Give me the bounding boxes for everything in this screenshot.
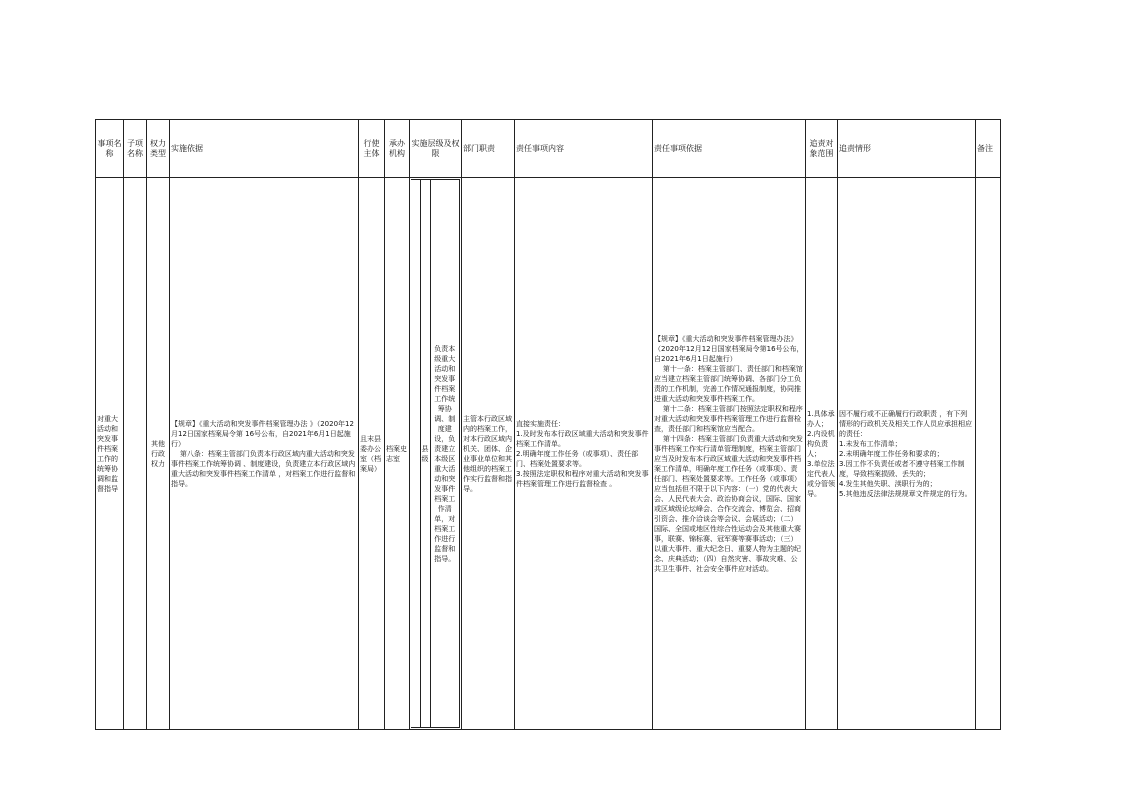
cell-remark — [976, 178, 1001, 730]
header-item-name: 事项名称 — [96, 120, 124, 178]
header-organ: 承办机构 — [385, 120, 410, 178]
level-blank — [411, 180, 420, 728]
cell-level — [410, 178, 462, 730]
header-sub-item-name: 子项名称 — [124, 120, 147, 178]
cell-scope: 1.具体承办人； 2.内设机构负责人； 3.单位法定代表人或分管领导。 — [806, 178, 838, 730]
responsibility-table — [95, 119, 1001, 730]
level-subtable — [411, 179, 460, 728]
cell-resp-content: 直接实施责任： 1.及时发布本行政区域重大活动和突发事件档案工作清单。 2.明确年度工作任务（或事项）、责任部门、档案处置要求等。 3.按照法定职权和程序对重大活动和突发事件档案管理工作进行监督检查 。 — [515, 178, 653, 730]
header-resp-basis: 责任事项依据 — [653, 120, 806, 178]
cell-dept-duty: 主管本行政区域内的档案工作，对本行政区域内机关、团体、企业事业单位和其他组织的档案工作实行监督和指导。 — [462, 178, 515, 730]
header-remark: 备注 — [976, 120, 1001, 178]
cell-subject: 且末县委办公室（档案局） — [359, 178, 385, 730]
table-row — [96, 178, 1001, 730]
header-row — [96, 120, 1001, 178]
header-power-type: 权力类型 — [147, 120, 170, 178]
cell-resp-basis: 【规章】《重大活动和突发事件档案管理办法》（2020年12月12日国家档案局令第16号公布，自2021年6月1日起施行） 第十一条：档案主管部门、责任部门和档案馆应当建立档案主管部门统筹协调、各部门分工负责的工作机制，完善工作情况通报制度，协同推进重大活动和突发事件档案工作。 第十二条：档案主管部门按照法定职权和程序对重大活动和突发事件档案管理工作进行监督检查，责任部门和档案馆应当配合。 第十四条：档案主管部门负责重大活动和突发事件档案工作实行清单管理制度，档案主管部门应当及时发布本行政区域重大活动和突发事件档案工作清单，明确年度工作任务（或事项）、责任部门、档案处置要求等。工作任务（或事项）应当包括但不限于以下内容：（一）党的代表大会、人民代表大会、政治协商会议，国际、国家或区域级论坛峰会、合作交流会、博览会、招商引资会、推介洽谈会等会议、会展活动；（二）国际、全国或地区性综合性运动会及其他重大赛事，联赛、锦标赛、冠军赛等赛事活动；（三）以重大事件、重大纪念日、重要人物为主题的纪念、庆典活动；（四）自然灾害、事故灾难、公共卫生事件、社会安全事件应对活动。 — [653, 178, 806, 730]
header-subject: 行使主体 — [359, 120, 385, 178]
header-scope: 追责对象范围 — [806, 120, 838, 178]
level-detail: 负责本级重大活动和突发事件档案工作统筹协调、制度建设，负责建立本级区重大活动和突发事件档案工作清单，对档案工作进行监督和指导。 — [430, 180, 460, 728]
header-level: 实施层级及权限 — [410, 120, 462, 178]
cell-sub-item-name — [124, 178, 147, 730]
header-resp-content: 责任事项内容 — [515, 120, 653, 178]
cell-organ: 档案史志室 — [385, 178, 410, 730]
header-basis: 实施依据 — [170, 120, 359, 178]
cell-cases: 因不履行或不正确履行行政职责 ，有下列情形的行政机关及相关工作人员应承担相应的责任： 1.未发布工作清单； 2.未明确年度工作任务和要求的； 3.因工作不负责任或者不遵守档案工作制度，导致档案损毁、丢失的； 4.发生其他失职、渎职行为的； 5.其他违反法律法规规章文件规定的行为。 — [838, 178, 976, 730]
header-cases: 追责情形 — [838, 120, 976, 178]
cell-basis: 【规章】《重大活动和突发事件档案管理办法 》（2020年12月12日国家档案局令第 16号公布，自2021年6月1日起施行） 第八条：档案主管部门负责本行政区域内重大活动和突发事件档案工作统筹协调 、制度建设，负责建立本行政区域内重大活动和突发事件档案工作清单 ，对档案工作进行监督和指导。 — [170, 178, 359, 730]
level-name: 县级 — [420, 180, 430, 728]
cell-power-type: 其他行政权力 — [147, 178, 170, 730]
header-dept-duty: 部门职责 — [462, 120, 515, 178]
cell-item-name: 对重大活动和突发事件档案工作的统筹协调和监督指导 — [96, 178, 124, 730]
